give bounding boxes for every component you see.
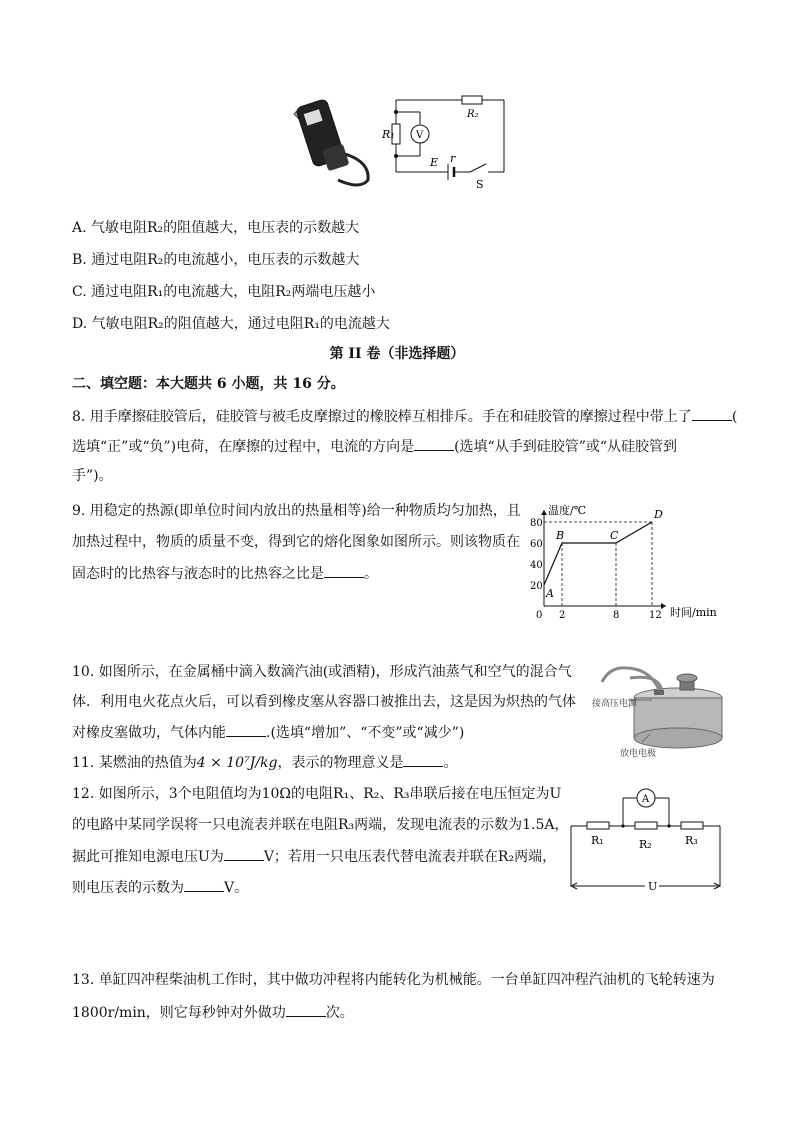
q13-blank[interactable] — [286, 1002, 326, 1017]
q12-text4b: V。 — [224, 880, 249, 896]
x-tick-label: 0 — [536, 610, 543, 620]
q8-text1: 8. 用手摩擦硅胶管后，硅胶管与被毛皮摩擦过的橡胶棒互相排斥。手在和硅胶管的摩擦过程中带上了 — [72, 409, 692, 425]
breathalyzer-circuit-diagram — [290, 92, 510, 192]
label-r1: R₁ — [591, 834, 604, 847]
q8-text2a: 选填“正”或“负”)电荷，在摩擦的过程中，电流的方向是 — [72, 439, 415, 455]
q10-blank[interactable] — [226, 722, 266, 737]
q9-line3 — [72, 563, 378, 584]
x-tick-label: 12 — [649, 610, 662, 620]
q12-text3b: V；若用一只电压表代替电流表并联在R₂两端， — [263, 849, 557, 865]
label-s: S — [476, 178, 484, 191]
q8-blank2[interactable] — [414, 436, 454, 451]
option-b: B. 通过电阻R₂的电流越小，电压表的示数越大 — [72, 252, 360, 268]
q11-blank[interactable] — [403, 752, 443, 767]
q13-line2 — [72, 1002, 354, 1023]
q10-line3 — [72, 722, 464, 743]
y-axis-label: 温度/℃ — [548, 504, 587, 517]
q8-text1-end: ( — [731, 409, 738, 425]
series-circuit-figure — [565, 782, 730, 894]
q9-text3b: 。 — [364, 566, 378, 582]
x-axis-arrow — [661, 603, 666, 609]
q10-text3a: 对橡皮塞做功，气体内能 — [72, 725, 226, 741]
q11-text-b: ，表示的物理意义是 — [277, 755, 404, 771]
q8-line3: 手”)。 — [72, 468, 113, 484]
point-label: D — [654, 508, 663, 521]
x-tick-label: 2 — [559, 610, 566, 620]
option-a: A. 气敏电阻R₂的阻值越大，电压表的示数越大 — [72, 220, 360, 236]
label-r2: R₂ — [639, 838, 652, 851]
q11-value: 4 × 10⁷J/kg — [196, 755, 278, 771]
q8-text2b: (选填“从手到硅胶管”或“从硅胶管到 — [454, 439, 678, 455]
q8-line1 — [72, 406, 737, 427]
metal-can-svg — [590, 660, 730, 760]
x-tick-label: 8 — [613, 610, 620, 620]
q10-text3b: .(选填“增加”、“不变”或“减少”) — [266, 725, 465, 741]
q12-blank2[interactable] — [184, 877, 224, 892]
y-tick-label: 20 — [530, 581, 543, 592]
y-axis-arrow — [541, 510, 547, 515]
y-tick-label: 40 — [530, 560, 543, 571]
q12-line1: 12. 如图所示，3个电阻值均为10Ω的电阻R₁、R₂、R₃串联后接在电压恒定为U — [72, 786, 562, 802]
q11-text-a: 11. 某燃油的热值为 — [72, 755, 197, 771]
y-tick-label: 60 — [530, 539, 543, 550]
volume-title: 第 II 卷（非选择题） — [329, 346, 465, 362]
q9-blank[interactable] — [324, 563, 364, 578]
option-c: C. 通过电阻R₁的电流越大，电阻R₂两端电压越小 — [72, 284, 376, 300]
q10-line2: 体．利用电火花点火后，可以看到橡皮塞从容器口被推出去，这是因为炽热的气体 — [72, 694, 576, 710]
q13-text2b: 次。 — [325, 1005, 354, 1021]
melting-chart — [528, 502, 728, 620]
q13-line1: 13. 单缸四冲程柴油机工作时，其中做功冲程将内能转化为机械能。一台单缸四冲程汽油机的飞轮转速为 — [72, 972, 715, 988]
q12-line2: 的电路中某同学误将一只电流表并联在电阻R₃两端，发现电流表的示数为1.5A， — [72, 817, 569, 833]
q9-line1: 9. 用稳定的热源(即单位时间内放出的热量相等)给一种物质均匀加热，且 — [72, 503, 521, 519]
point-label: C — [610, 529, 619, 542]
point-label: B — [556, 529, 565, 542]
circuit — [392, 96, 504, 180]
q9-text3a: 固态时的比热容与液态时的比热容之比是 — [72, 566, 324, 582]
label-r3: R₃ — [685, 834, 698, 847]
section-heading: 二、填空题：本大题共 6 小题，共 16 分。 — [72, 376, 345, 392]
q9-line2: 加热过程中，物质的质量不变，得到它的熔化图象如图所示。则该物质在 — [72, 534, 520, 550]
q12-blank1[interactable] — [224, 846, 264, 861]
melting-chart-svg — [528, 502, 728, 620]
q12-line4 — [72, 877, 248, 898]
breathalyzer-device — [294, 99, 368, 185]
q11-text-c: 。 — [443, 755, 458, 771]
label-e: E — [430, 156, 439, 169]
q12-line3 — [72, 846, 556, 867]
label-r: r — [450, 152, 456, 165]
breathalyzer-figure — [290, 92, 510, 192]
label-electrode: 放电电极 — [620, 749, 657, 759]
label-u: U — [648, 880, 658, 893]
q10-line1: 10. 如图所示，在金属桶中滴入数滴汽油(或酒精)，形成汽油蒸气和空气的混合气 — [72, 664, 572, 680]
option-d: D. 气敏电阻R₂的阻值越大，通过电阻R₁的电流越大 — [72, 316, 390, 332]
label-power-source: 接高压电源 — [592, 699, 638, 709]
series-circuit-svg — [565, 782, 730, 894]
q12-text4a: 则电压表的示数为 — [72, 880, 184, 896]
q8-line2 — [72, 436, 677, 457]
q11-line — [72, 752, 457, 773]
y-tick-label: 80 — [530, 518, 543, 529]
label-r2: R₂ — [467, 109, 479, 120]
metal-can-figure — [590, 660, 730, 760]
x-axis-label: 时间/min — [670, 606, 717, 619]
label-r1: R₁ — [382, 128, 395, 141]
point-label: A — [546, 587, 554, 600]
q12-text3a: 据此可推知电源电压U为 — [72, 849, 224, 865]
q13-text2a: 1800r/min，则它每秒钟对外做功 — [72, 1005, 286, 1021]
q8-blank1[interactable] — [692, 406, 732, 421]
label-ammeter: A — [642, 794, 650, 805]
label-v: V — [416, 130, 424, 141]
